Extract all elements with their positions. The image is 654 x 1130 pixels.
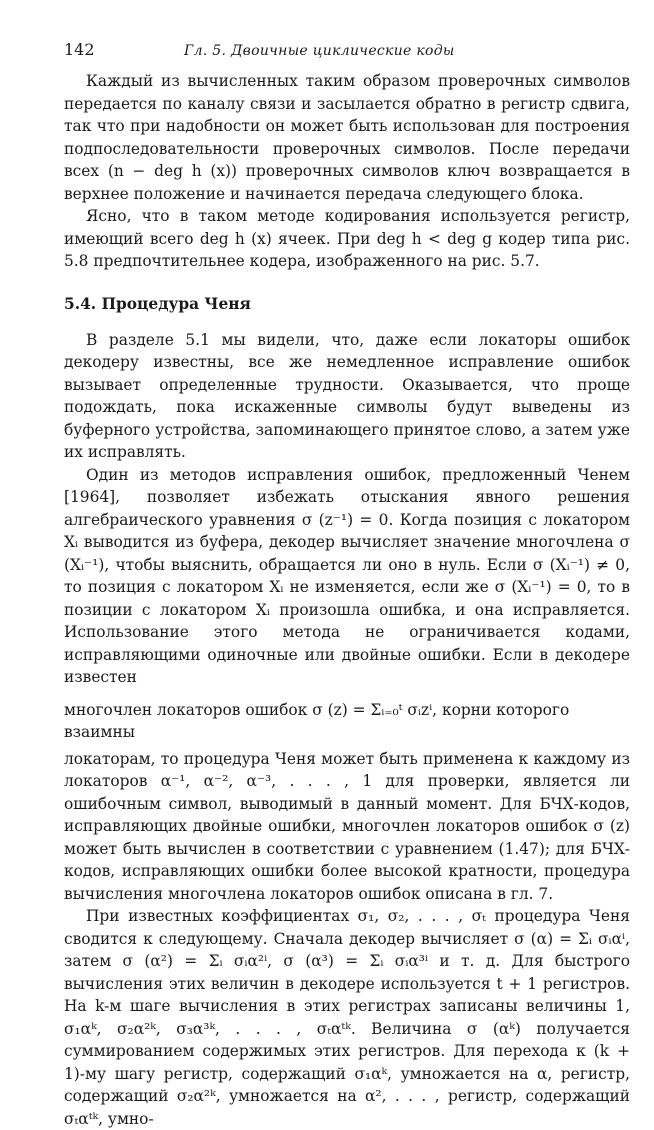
paragraph: локаторам, то процедура Ченя может быть применена к каждому из локаторов α⁻¹, α⁻², α⁻³, . . . , 1 для проверки, является ли ошибочным символ, выводимый в данный момент. Для БЧХ-кодов, исправляющих двойные ошибки, многочлен локаторов ошибок σ (z) может быть вычислен в соответствии с уравнением (1.47); для БЧХ-кодов, исправляющих ошибки более высокой кратности, процедура вычисления многочлена локаторов ошибок описана в гл. 7. [64, 749, 630, 903]
paragraph: В разделе 5.1 мы видели, что, даже если локаторы ошибок декодеру известны, все же немедленное исправление ошибок вызывает определенные трудности. Оказывается, что проще подождать, пока искаженные символы будут выведены из буферного устройства, запоминающего принятое слово, а затем уже их исправлять. [64, 330, 630, 461]
section-title: Процедура Ченя [101, 294, 251, 313]
section-heading [64, 295, 630, 313]
paragraph: Каждый из вычисленных таким образом проверочных символов передается по каналу связи и засылается обратно в регистр сдвига, так что при надобности он может быть использован для построения подпоследовательности проверочных символов. После передачи всех (n − deg h (x)) проверочных символов ключ возвращается в верхнее положение и начинается передача следующего блока. [64, 72, 630, 203]
book-page [64, 40, 630, 1130]
running-title: Гл. 5. Двоичные циклические коды [184, 43, 455, 59]
paragraph: При известных коэффициентах σ₁, σ₂, . . . , σₜ процедура Ченя сводится к следующему. Сначала декодер вычисляет σ (α) = Σᵢ σᵢαⁱ, затем σ (α²) = Σᵢ σᵢα²ⁱ, σ (α³) = Σᵢ σᵢα³ⁱ и т. д. Для быстрого вычисления этих величин в декодере используется t + 1 регистров. На k-м шаге вычисления в этих регистрах записаны величины 1, σ₁αᵏ, σ₂α²ᵏ, σ₃α³ᵏ, . . . , σₜαᵗᵏ. Величина σ (αᵏ) получается суммированием содержимых этих регистров. Для перехода к (k + 1)-му шагу регистр, содержащий σ₁αᵏ, умножается на α, регистр, содержащий σ₂α²ᵏ, умножается на α², . . . , регистр, содержащий σₜαᵗᵏ, умно- [64, 907, 630, 1128]
running-header [64, 40, 630, 70]
page-number: 142 [64, 40, 95, 59]
formula-line: многочлен локаторов ошибок σ (z) = Σᵢ₌₀ᵗ σᵢzⁱ, корни которого взаимны [64, 700, 570, 741]
section-number: 5.4. [64, 294, 97, 313]
paragraph: Один из методов исправления ошибок, предложенный Ченем [1964], позволяет избежать отыскания явного решения алгебраического уравнения σ (z⁻¹) = 0. Когда позиция с локатором Xᵢ выводится из буфера, декодер вычисляет значение многочлена σ (Xᵢ⁻¹), чтобы выяснить, обращается ли оно в нуль. Если σ (Xᵢ⁻¹) ≠ 0, то позиция с локатором Xᵢ не изменяется, если же σ (Xᵢ⁻¹) = 0, то в позиции с локатором Xᵢ произошла ошибка, и она исправляется. Использование этого метода не ограничивается кодами, исправляющими одиночные или двойные ошибки. Если в декодере известен [64, 465, 630, 686]
paragraph: Ясно, что в таком методе кодирования используется регистр, имеющий всего deg h (x) ячеек. При deg h < deg g кодер типа рис. 5.8 предпочтительнее кодера, изображенного на рис. 5.7. [64, 207, 630, 270]
